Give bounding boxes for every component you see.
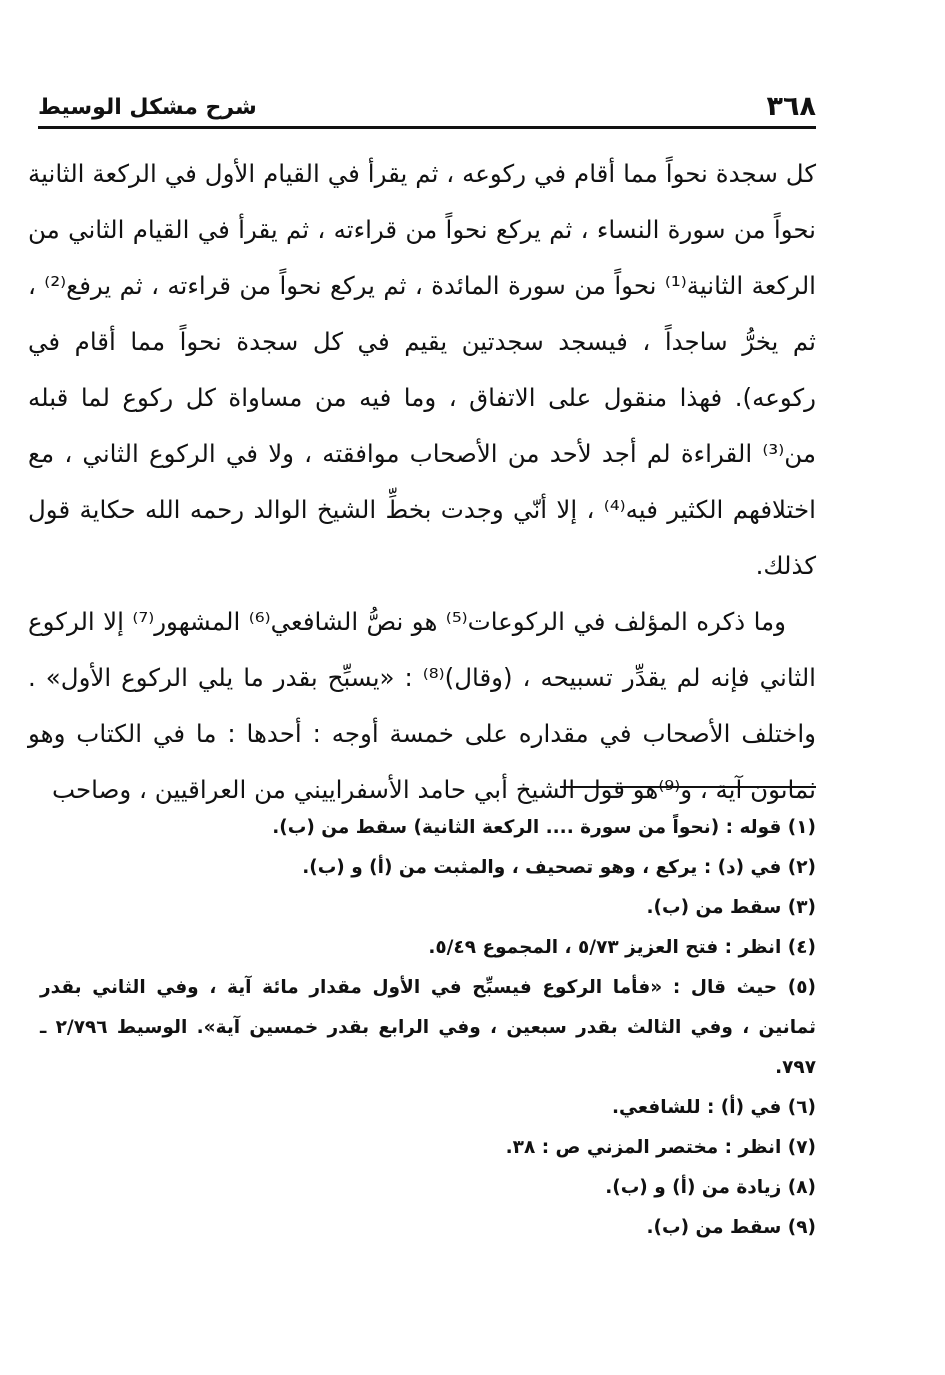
- footnote-5: (٥) حيث قال : «فأما الركوع فيسبِّح في الأول مقدار مائة آية ، وفي الثاني بقدر ثمانين ، وفي الثالث بقدر سبعين ، وفي الرابع بقدر خمسين آية». الوسيط ٢/٧٩٦ ـ ٧٩٧.: [40, 977, 817, 1078]
- book-title: شرح مشكل الوسيط: [38, 95, 257, 120]
- footnote-6: (٦) في (أ) : للشافعي.: [611, 1097, 816, 1118]
- footnotes: [40, 808, 816, 1248]
- page-header: [38, 90, 816, 129]
- footnote-8: (٨) زيادة من (أ) و (ب).: [605, 1177, 816, 1198]
- main-text: [28, 146, 816, 818]
- page-number: ٣٦٨: [766, 91, 816, 122]
- paragraph-1: كل سجدة نحواً مما أقام في ركوعه ، ثم يقرأ في القيام الأول في الركعة الثانية نحواً من سورة النساء ، ثم يركع نحواً من قراءته ، ثم يقرأ في القيام الثاني من الركعة الثانية⁽¹⁾ نحواً من سورة المائدة ، ثم يركع نحواً من قراءته ، ثم يرفع⁽²⁾ ، ثم يخرُّ ساجداً ، فيسجد سجدتين يقيم في كل سجدة نحواً مما أقام في ركوعه). فهذا منقول على الاتفاق ، وما فيه من مساواة كل ركوع لما قبله من⁽³⁾ القراءة لم أجد لأحد من الأصحاب موافقته ، ولا في الركوع الثاني ، مع اختلافهم الكثير فيه⁽⁴⁾ ، إلا أنّي وجدت بخطِّ الشيخ الوالد رحمه الله حكاية قول كذلك.: [28, 159, 816, 580]
- footnote-separator: [560, 786, 816, 788]
- footnote-4: (٤) انظر : فتح العزيز ٥/٧٣ ، المجموع ٥/٤٩.: [428, 937, 816, 958]
- footnote-3: (٣) سقط من (ب).: [646, 897, 816, 918]
- footnote-9: (٩) سقط من (ب).: [646, 1217, 816, 1238]
- paragraph-2: وما ذكره المؤلف في الركوعات⁽⁵⁾ هو نصُّ الشافعي⁽⁶⁾ المشهور⁽⁷⁾ إلا الركوع الثاني فإنه لم يقدِّر تسبيحه ، (وقال)⁽⁸⁾ : «يسبِّح بقدر ما يلي الركوع الأول» . واختلف الأصحاب في مقداره على خمسة أوجه : أحدها : ما في الكتاب وهو ثمانون آية ، و⁽⁹⁾هو قول الشيخ أبي حامد الأسفراييني من العراقيين ، وصاحب: [28, 607, 816, 804]
- footnote-2: (٢) في (د) : يركع ، وهو تصحيف ، والمثبت من (أ) و (ب).: [302, 857, 816, 878]
- footnote-7: (٧) انظر : مختصر المزني ص : ٣٨.: [505, 1137, 816, 1158]
- footnote-1: (١) قوله : (نحواً من سورة .... الركعة الثانية) سقط من (ب).: [272, 817, 816, 838]
